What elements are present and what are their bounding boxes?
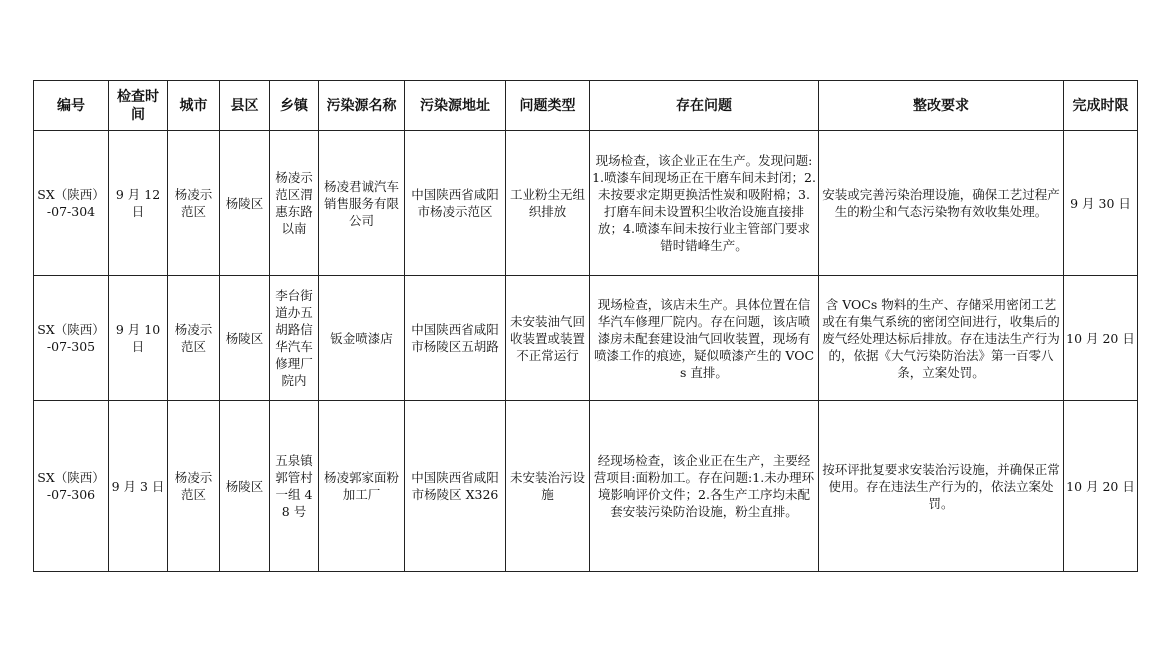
cell-date: 9 月 10 日 — [109, 276, 168, 401]
cell-source-name: 杨凌君诚汽车销售服务有限公司 — [319, 131, 405, 276]
cell-county: 杨陵区 — [220, 276, 270, 401]
header-requirements: 整改要求 — [819, 81, 1064, 131]
cell-requirements: 按环评批复要求安装治污设施，并确保正常使用。存在违法生产行为的，依法立案处罚。 — [819, 401, 1064, 572]
cell-town: 李台街道办五胡路信华汽车修理厂院内 — [270, 276, 319, 401]
cell-problem-type: 未安装油气回收装置或装置不正常运行 — [506, 276, 590, 401]
cell-date: 9 月 12 日 — [109, 131, 168, 276]
header-deadline: 完成时限 — [1064, 81, 1138, 131]
cell-problems: 现场检查，该企业正在生产。发现问题:1.喷漆车间现场正在干磨车间未封闭；2.未按要求定期更换活性炭和吸附棉；3.打磨车间未设置积尘收治设施直接排放；4.喷漆车间未按行业主管部门要求错时错峰生产。 — [590, 131, 819, 276]
cell-city: 杨凌示范区 — [168, 401, 220, 572]
inspection-table — [33, 80, 1138, 572]
cell-problem-type: 工业粉尘无组织排放 — [506, 131, 590, 276]
cell-source-name: 钣金喷漆店 — [319, 276, 405, 401]
cell-county: 杨陵区 — [220, 401, 270, 572]
cell-problems: 现场检查，该店未生产。具体位置在信华汽车修理厂院内。存在问题，该店喷漆房未配套建设油气回收装置，现场有喷漆工作的痕迹，疑似喷漆产生的 VOCs 直排。 — [590, 276, 819, 401]
header-town: 乡镇 — [270, 81, 319, 131]
cell-source-addr: 中国陕西省咸阳市杨凌示范区 — [405, 131, 506, 276]
header-county: 县区 — [220, 81, 270, 131]
cell-date: 9 月 3 日 — [109, 401, 168, 572]
header-row — [34, 81, 1138, 131]
cell-source-addr: 中国陕西省咸阳市杨陵区 X326 — [405, 401, 506, 572]
header-date: 检查时间 — [109, 81, 168, 131]
cell-source-name: 杨凌郭家面粉加工厂 — [319, 401, 405, 572]
header-problems: 存在问题 — [590, 81, 819, 131]
cell-requirements: 含 VOCs 物料的生产、存储采用密闭工艺或在有集气系统的密闭空间进行，收集后的废气经处理达标后排放。存在违法生产行为的，依据《大气污染防治法》第一百零八条，立案处罚。 — [819, 276, 1064, 401]
table-row — [34, 131, 1138, 276]
header-id: 编号 — [34, 81, 109, 131]
table-row — [34, 401, 1138, 572]
header-source-addr: 污染源地址 — [405, 81, 506, 131]
cell-county: 杨陵区 — [220, 131, 270, 276]
header-city: 城市 — [168, 81, 220, 131]
cell-id: SX（陕西）-07-305 — [34, 276, 109, 401]
cell-id: SX（陕西）-07-304 — [34, 131, 109, 276]
cell-id: SX（陕西）-07-306 — [34, 401, 109, 572]
cell-problems: 经现场检查，该企业正在生产，主要经营项目:面粉加工。存在问题:1.未办理环境影响评价文件；2.各生产工序均未配套安装污染防治设施，粉尘直排。 — [590, 401, 819, 572]
cell-city: 杨凌示范区 — [168, 131, 220, 276]
cell-town: 杨凌示范区渭惠东路以南 — [270, 131, 319, 276]
table-row — [34, 276, 1138, 401]
cell-source-addr: 中国陕西省咸阳市杨陵区五胡路 — [405, 276, 506, 401]
cell-problem-type: 未安装治污设施 — [506, 401, 590, 572]
cell-deadline: 10 月 20 日 — [1064, 276, 1138, 401]
cell-deadline: 9 月 30 日 — [1064, 131, 1138, 276]
cell-requirements: 安装或完善污染治理设施，确保工艺过程产生的粉尘和气态污染物有效收集处理。 — [819, 131, 1064, 276]
header-problem-type: 问题类型 — [506, 81, 590, 131]
cell-deadline: 10 月 20 日 — [1064, 401, 1138, 572]
cell-town: 五泉镇郭管村一组 48 号 — [270, 401, 319, 572]
cell-city: 杨凌示范区 — [168, 276, 220, 401]
header-source-name: 污染源名称 — [319, 81, 405, 131]
